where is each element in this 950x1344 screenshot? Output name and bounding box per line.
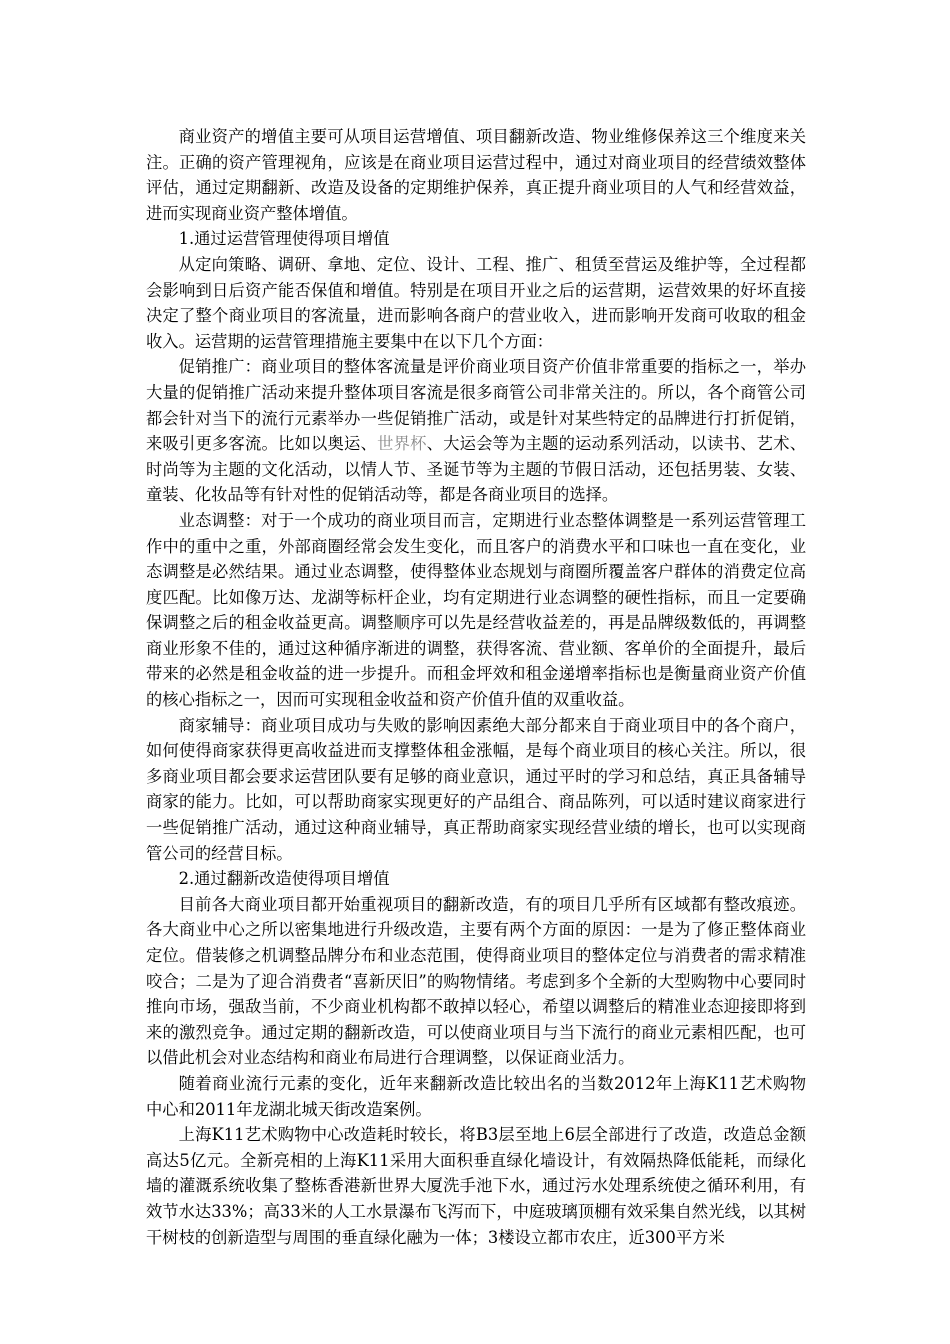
paragraph-operations: 从定向策略、调研、拿地、定位、设计、工程、推广、租赁至营运及维护等，全过程都会影响到日后资产能否保值和增值。特别是在项目开业之后的运营期，运营效果的好坏直接决定了整个商业项目的客流量，进而影响各商户的营业收入，进而影响开发商可收取的租金收入。运营期的运营管理措施主要集中在以下几个方面： — [146, 254, 806, 351]
paragraph-format-adjustment: 业态调整：对于一个成功的商业项目而言，定期进行业态整体调整是一系列运营管理工作中的重中之重，外部商圈经常会发生变化，而且客户的消费水平和口味也一直在变化，业态调整是必然结果。通过业态调整，使得整体业态规划与商圈所覆盖客户群体的消费定位高度匹配。比如像万达、龙湖等标杆企业，均有定期进行业态调整的硬性指标，而且一定要确保调整之后的租金收益更高。调整顺序可以先是经营收益差的，再是品牌级数低的，再调整商业形象不佳的，通过这种循序渐进的调整，获得客流、营业额、客单价的全面提升，最后带来的必然是租金收益的进一步提升。而租金坪效和租金递增率指标也是衡量商业资产价值的核心指标之一，因而可实现租金收益和资产价值升值的双重收益。 — [146, 510, 806, 710]
section-heading-renovation: 2.通过翻新改造使得项目增值 — [178, 869, 390, 889]
paragraph-k11: 上海K11艺术购物中心改造耗时较长，将B3层至地上6层全部进行了改造，改造总金额高达5亿元。全新亮相的上海K11采用大面积垂直绿化墙设计，有效隔热降低能耗，而绿化墙的灌溉系统收集了整栋香港新世界大厦洗手池下水，通过污水处理系统使之循环利用，有效节水达33%；高33米的人工水景瀑布飞泻而下，中庭玻璃顶棚有效采集自然光线，以其树干树枝的创新造型与周围的垂直绿化融为一体；3楼设立都市农庄，近300平方米 — [146, 1125, 806, 1247]
paragraph-merchant-coaching: 商家辅导：商业项目成功与失败的影响因素绝大部分都来自于商业项目中的各个商户，如何使得商家获得更高收益进而支撑整体租金涨幅，是每个商业项目的核心关注。所以，很多商业项目都会要求运营团队要有足够的商业意识，通过平时的学习和总结，真正具备辅导商家的能力。比如，可以帮助商家实现更好的产品组合、商品陈列，可以适时建议商家进行一些促销推广活动，通过这种商业辅导，真正帮助商家实现经营业绩的增长，也可以实现商管公司的经营目标。 — [146, 715, 806, 863]
section-heading-operations: 1.通过运营管理使得项目增值 — [178, 229, 390, 249]
document-page — [146, 124, 806, 1250]
paragraph-promotion — [146, 354, 806, 508]
paragraph-intro: 商业资产的增值主要可从项目运营增值、项目翻新改造、物业维修保养这三个维度来关注。正确的资产管理视角，应该是在商业项目运营过程中，通过对商业项目的经营绩效整体评估，通过定期翻新、改造及设备的定期维护保养，真正提升商业项目的人气和经营效益，进而实现商业资产整体增值。 — [146, 127, 806, 223]
world-cup-link[interactable]: 世界杯 — [377, 434, 427, 454]
paragraph-renovation: 目前各大商业项目都开始重视项目的翻新改造，有的项目几乎所有区域都有整改痕迹。各大商业中心之所以密集地进行升级改造，主要有两个方面的原因：一是为了修正整体商业定位。借装修之机调整品牌分布和业态范围，使得商业项目的整体定位与消费者的需求精准咬合；二是为了迎合消费者“喜新厌旧”的购物情绪。考虑到多个全新的大型购物中心要同时推向市场，强敌当前，不少商业机构都不敢掉以轻心，希望以调整后的精准业态迎接即将到来的激烈竞争。通过定期的翻新改造，可以使商业项目与当下流行的商业元素相匹配，也可以借此机会对业态结构和商业布局进行合理调整，以保证商业活力。 — [146, 894, 806, 1068]
promotion-text-after: 、大运会等为主题的运动系列活动，以读书、艺术、时尚等为主题的文化活动，以情人节、圣诞节等为主题的节假日活动，还包括男装、女装、童装、化妆品等有针对性的促销活动等，都是各商业项目的选择。 — [146, 434, 806, 505]
paragraph-cases: 随着商业流行元素的变化，近年来翻新改造比较出名的当数2012年上海K11艺术购物中心和2011年龙湖北城天街改造案例。 — [146, 1073, 806, 1119]
promotion-text-before: 促销推广：商业项目的整体客流量是评价商业项目资产价值非常重要的指标之一，举办大量的促销推广活动来提升整体项目客流是很多商管公司非常关注的。所以，各个商管公司都会针对当下的流行元素举办一些促销推广活动，或是针对某些特定的品牌进行打折促销，来吸引更多客流。比如以奥运、 — [146, 357, 806, 454]
